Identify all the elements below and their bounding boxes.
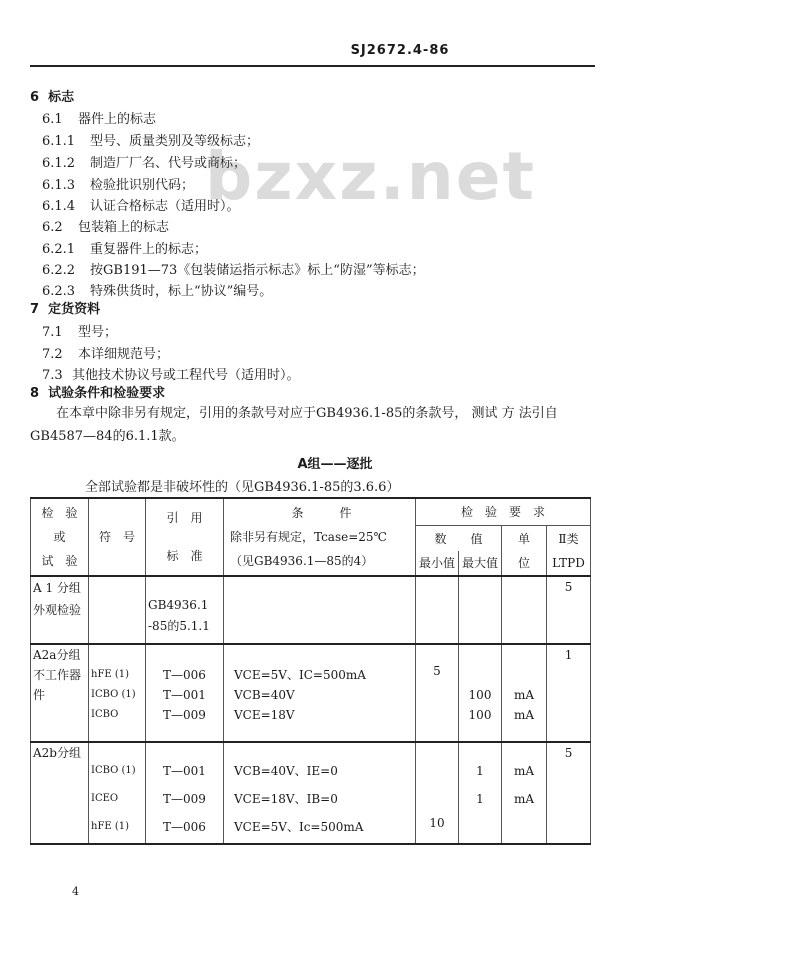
group-a2b-refs: T—001 T—009 T—006	[146, 742, 224, 844]
group-a1-ltpd: 5	[547, 576, 591, 644]
paragraph-line-2: GB4587—84的6.1.1款。	[30, 429, 185, 444]
header-min: 最小值	[416, 551, 459, 576]
standard-code: SJ2672.4-86	[350, 43, 450, 58]
header-conditions: 条 件 除非另有规定，Tcase=25℃ （见GB4936.1—85的4）	[224, 498, 416, 576]
page-header	[0, 0, 800, 70]
group-a2b-name: A2b分组	[31, 742, 89, 844]
group-a2a-name: A2a分组 不工作器 件	[31, 644, 89, 742]
section-6-1-3: 6.1.3 检验批识别代码；	[42, 178, 195, 193]
header-ref: 引 用 标 准	[146, 498, 224, 576]
page-number: 4	[72, 885, 79, 898]
header-symbol: 符 号	[89, 498, 146, 576]
group-a2a-refs: T—006 T—001 T—009	[146, 644, 224, 742]
section-7-heading: 7 定货资料	[30, 302, 101, 317]
group-a2a-unit: mA mA	[502, 644, 547, 742]
section-6-1-4: 6.1.4 认证合格标志（适用时）。	[42, 199, 240, 214]
section-7-3: 7.3 其他技术协议号或工程代号（适用时）。	[42, 368, 300, 383]
group-a2a-symbols: hFE (1) ICBO (1) ICBO	[89, 644, 146, 742]
section-8-heading: 8 试验条件和检验要求	[30, 386, 166, 401]
group-a2a-max: 100 100	[459, 644, 502, 742]
paragraph-line-1: 在本章中除非另有规定，引用的条款号对应于GB4936.1-85的条款号， 测试 方 法引自	[56, 406, 558, 421]
table-row-a2b	[31, 742, 591, 844]
group-a2a-ltpd: 1	[547, 644, 591, 742]
inspection-table	[30, 497, 591, 845]
group-a2b-max: 1 1	[459, 742, 502, 844]
group-a2b-symbols: ICBO (1) ICEO hFE (1)	[89, 742, 146, 844]
group-a2b-unit: mA mA	[502, 742, 547, 844]
header-unit: 单 位	[502, 526, 547, 577]
table-row-a1	[31, 576, 591, 644]
header-class-ltpd: Ⅱ类 LTPD	[547, 526, 591, 577]
group-a2b-ltpd: 5	[547, 742, 591, 844]
group-a1-name: A 1 分组 外观检验	[31, 576, 89, 644]
header-test: 检 验 或 试 验	[31, 498, 89, 576]
section-7-2: 7.2 本详细规范号；	[42, 347, 170, 362]
group-a2a-conditions: VCE=5V、IC=500mA VCB=40V VCE=18V	[224, 644, 416, 742]
section-6-1-2: 6.1.2 制造厂厂名、代号或商标；	[42, 156, 247, 171]
section-6-2-3: 6.2.3 特殊供货时，标上“协议”编号。	[42, 284, 273, 299]
header-requirements: 检 验 要 求	[416, 498, 591, 526]
section-6-1: 6.1 器件上的标志	[42, 112, 157, 127]
section-7-1: 7.1 型号；	[42, 325, 118, 340]
section-6-2-2: 6.2.2 按GB191—73《包装储运指示标志》标上“防湿”等标志；	[42, 263, 425, 278]
group-a2b-min: 10	[416, 742, 459, 844]
group-a1-ref: GB4936.1 -85的5.1.1	[146, 576, 224, 644]
header-rule	[30, 65, 595, 67]
header-values: 数 值	[416, 526, 502, 552]
table-note: 全部试验都是非破坏性的（见GB4936.1-85的3.6.6）	[85, 480, 400, 495]
table-title: A组——逐批	[297, 457, 373, 472]
section-6-2: 6.2 包装箱上的标志	[42, 220, 170, 235]
header-max: 最大值	[459, 551, 502, 576]
group-a2b-conditions: VCB=40V、IE=0 VCE=18V、IB=0 VCE=5V、Ic=500mA	[224, 742, 416, 844]
watermark: bzxz.net	[205, 138, 537, 215]
section-6-2-1: 6.2.1 重复器件上的标志；	[42, 242, 208, 257]
section-6-heading: 6 标志	[30, 90, 75, 105]
intro-paragraph	[30, 402, 595, 448]
section-6-1-1: 6.1.1 型号、质量类别及等级标志；	[42, 134, 260, 149]
table-row-a2a	[31, 644, 591, 742]
group-a2a-min: 5	[416, 644, 459, 742]
